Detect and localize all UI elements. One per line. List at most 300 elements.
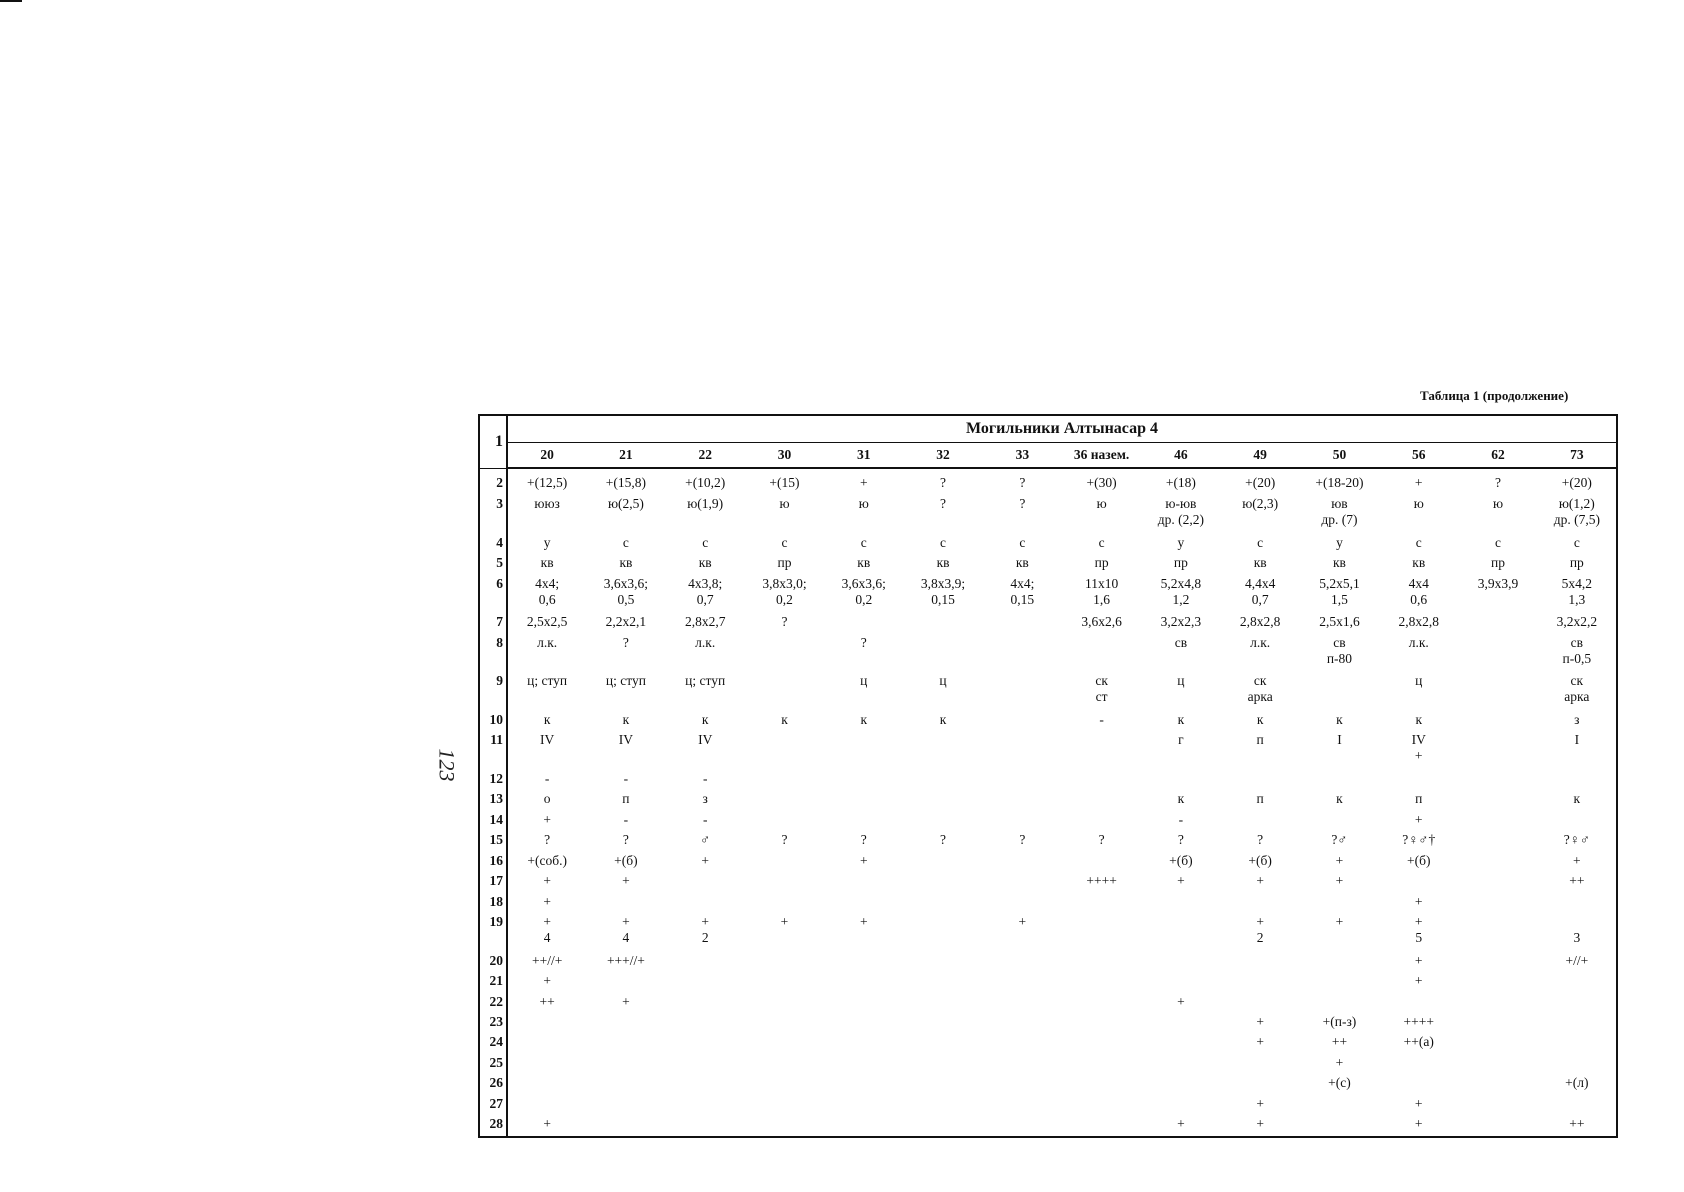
table-cell: кв [936, 555, 950, 571]
table-cell: ? [1019, 475, 1026, 490]
table-cell: пр [1491, 555, 1505, 571]
table-cell: с [781, 534, 788, 550]
table-cell: кв [1332, 555, 1346, 571]
table-cell: пр [777, 555, 792, 571]
table-cell: ? [940, 832, 947, 848]
table-cell: ++ [1569, 873, 1585, 889]
table-cell [903, 913, 982, 952]
table-cell [1458, 634, 1537, 673]
table-cell [507, 1013, 586, 1033]
table-cell: кв [1412, 555, 1426, 571]
table-cell [903, 1013, 982, 1033]
column-header: 36 назем. [1062, 443, 1141, 469]
table-row [479, 672, 1617, 711]
table-cell: св п-80 [1326, 634, 1353, 666]
table-cell: 2,2х2,1 [605, 614, 647, 630]
table-cell [1062, 1095, 1141, 1115]
table-cell [745, 634, 824, 673]
row-number: 28 [479, 1115, 507, 1137]
table-row [479, 634, 1617, 673]
row-number: 6 [479, 575, 507, 614]
table-cell: к [1415, 712, 1423, 727]
table-cell [1300, 1115, 1379, 1137]
table-cell: к [1573, 791, 1581, 807]
table-row [479, 831, 1617, 851]
table-cell [1221, 993, 1300, 1013]
table-cell: ++//+ [531, 952, 563, 968]
table-cell [1458, 770, 1537, 790]
table-cell [824, 1095, 903, 1115]
table-cell [1300, 672, 1379, 711]
row-number: 25 [479, 1054, 507, 1074]
table-cell [1538, 893, 1617, 913]
table-cell: - [544, 771, 550, 787]
table-row [479, 711, 1617, 731]
table-cell: ♂ [700, 832, 711, 848]
column-header: 49 [1221, 443, 1300, 469]
table-cell: ц [1415, 673, 1423, 689]
table-cell: +(л) [1565, 1075, 1589, 1091]
table-cell: с [622, 534, 629, 550]
table-row [479, 575, 1617, 614]
table-cell [745, 770, 824, 790]
table-cell: с [1019, 534, 1026, 550]
table-cell: +(18) [1165, 475, 1196, 490]
table-cell [1062, 1074, 1141, 1094]
table-cell: + [859, 914, 868, 930]
table-cell: ++++ [1403, 1014, 1434, 1030]
table-cell: л.к. [1408, 634, 1429, 650]
table-cell [1300, 1095, 1379, 1115]
table-cell [1379, 1074, 1458, 1094]
table-cell: пр [1094, 555, 1109, 571]
table-cell [1379, 1054, 1458, 1074]
table-row [479, 852, 1617, 872]
table-cell: ю [1413, 496, 1424, 512]
table-cell: с [940, 534, 947, 550]
table-cell [1062, 634, 1141, 673]
table-cell: ? [622, 832, 629, 848]
table-cell [586, 972, 665, 992]
row-number: 23 [479, 1013, 507, 1033]
table-cell: ц [860, 673, 868, 689]
table-cell [903, 811, 982, 831]
table-cell [1221, 811, 1300, 831]
table-cell [1458, 1095, 1537, 1115]
table-cell [1458, 790, 1537, 810]
table-cell [824, 770, 903, 790]
table-cell [1141, 1054, 1220, 1074]
table-cell [1141, 893, 1220, 913]
table-cell: 4х4 0,6 [1408, 575, 1429, 607]
table-row [479, 952, 1617, 972]
table-cell [824, 972, 903, 992]
table-cell [903, 790, 982, 810]
table-cell [507, 1095, 586, 1115]
table-cell: у [1336, 534, 1343, 550]
table-cell: + [1256, 1034, 1264, 1050]
table-cell [666, 972, 745, 992]
table-cell: + [1335, 873, 1344, 889]
table-cell: + [1414, 952, 1423, 968]
table-cell [1458, 613, 1537, 633]
table-cell [903, 1033, 982, 1053]
table-cell [903, 613, 982, 633]
table-cell: з [1574, 712, 1580, 727]
table-cell [1141, 1033, 1220, 1053]
table-cell: - [623, 811, 629, 827]
column-header: 73 [1538, 443, 1617, 469]
row-number: 15 [479, 831, 507, 851]
table-cell: к [860, 712, 868, 727]
table-cell: л.к. [1250, 634, 1271, 650]
table-cell [1141, 913, 1220, 952]
table-cell [745, 972, 824, 992]
table-cell: о [543, 791, 551, 807]
table-cell [903, 1115, 982, 1137]
table-cell: св [1174, 634, 1188, 650]
table-cell [745, 852, 824, 872]
table-cell: ? [860, 832, 867, 848]
table-cell: ю-юв др. (2,2) [1157, 496, 1205, 528]
table-cell: +(18-20) [1315, 475, 1364, 490]
table-cell [1538, 770, 1617, 790]
column-header: 31 [824, 443, 903, 469]
table-cell [983, 613, 1062, 633]
table-cell [1062, 913, 1141, 952]
row-number: 5 [479, 554, 507, 574]
table-cell: ? [781, 614, 788, 630]
row-number: 22 [479, 993, 507, 1013]
table-cell: 4,4х4 0,7 [1244, 575, 1276, 607]
table-cell: 3,8х3,9; 0,15 [920, 575, 966, 607]
table-cell: ? [544, 832, 551, 848]
table-cell [745, 790, 824, 810]
table-cell [1379, 770, 1458, 790]
table-cell: ? [940, 475, 947, 490]
table-cell: +++//+ [606, 952, 645, 968]
table-cell [1062, 790, 1141, 810]
table-cell: пр [1173, 555, 1188, 571]
table-cell: +(соб.) [527, 852, 567, 868]
table-group-title: Могильники Алтынасар 4 [507, 415, 1617, 443]
table-cell: ююз [534, 496, 560, 512]
table-cell [1458, 893, 1537, 913]
table-cell [745, 872, 824, 892]
table-cell: кв [1015, 555, 1029, 571]
table-row [479, 468, 1617, 495]
table-cell: 4х3,8; 0,7 [688, 575, 723, 607]
table-cell [745, 1013, 824, 1033]
table-cell [1300, 952, 1379, 972]
table-row [479, 613, 1617, 633]
table-cell: + [622, 873, 630, 889]
table-cell [1062, 1033, 1141, 1053]
table-cell [903, 952, 982, 972]
table-cell: ц; ступ [527, 673, 568, 689]
table-cell: +(12,5) [527, 475, 568, 490]
table-cell: + [859, 852, 868, 868]
table-cell: + 4 [622, 914, 630, 946]
table-cell: +(20) [1245, 475, 1276, 490]
table-cell: 11х10 1,6 [1084, 575, 1119, 607]
table-cell [666, 872, 745, 892]
table-cell: + [543, 973, 551, 989]
table-cell: 4х4; 0,15 [1010, 575, 1035, 607]
table-cell: + [1414, 1095, 1423, 1111]
table-cell [1458, 1033, 1537, 1053]
table-cell: +(с) [1328, 1075, 1351, 1091]
table-cell [1300, 972, 1379, 992]
table-row [479, 534, 1617, 554]
table-cell: +(п-з) [1322, 1014, 1357, 1030]
table-cell [745, 893, 824, 913]
table-cell: + [1256, 1116, 1264, 1132]
table-cell: ю [1096, 496, 1107, 512]
table-cell: + [1414, 811, 1423, 827]
table-cell: ?♀♂ [1563, 832, 1590, 848]
table-cell [1458, 811, 1537, 831]
table-cell [1062, 770, 1141, 790]
table-cell [1458, 993, 1537, 1013]
table-cell [745, 1033, 824, 1053]
table-cell [1458, 731, 1537, 770]
table-cell: 3,6х3,6; 0,2 [841, 575, 886, 607]
row-number: 10 [479, 711, 507, 731]
table-cell [1458, 831, 1537, 851]
table-cell: +(б) [1169, 852, 1193, 868]
table-cell [983, 1074, 1062, 1094]
column-header: 50 [1300, 443, 1379, 469]
table-cell: +(б) [614, 852, 638, 868]
table-cell: 5х4,2 1,3 [1561, 575, 1593, 607]
table-cell [1221, 952, 1300, 972]
table-cell: ? [1495, 475, 1502, 490]
table-cell: кв [857, 555, 871, 571]
table-cell: ? [940, 496, 947, 512]
table-cell: IV [540, 732, 555, 748]
table-cell: + 2 [1256, 914, 1264, 946]
table-cell [903, 852, 982, 872]
table-cell: кв [540, 555, 554, 571]
row-number: 14 [479, 811, 507, 831]
table-cell [1538, 1095, 1617, 1115]
table-cell: ? [1019, 496, 1026, 512]
table-cell [745, 1095, 824, 1115]
row-number: 11 [479, 731, 507, 770]
table-cell [824, 613, 903, 633]
table-cell: к [1177, 791, 1185, 807]
table-cell [1458, 672, 1537, 711]
table-cell [824, 731, 903, 770]
table-cell [1458, 852, 1537, 872]
table-cell: + [1414, 1116, 1423, 1132]
table-cell [903, 634, 982, 673]
table-cell: ц; ступ [685, 673, 726, 689]
table-cell [824, 1054, 903, 1074]
table-cell: к [1336, 712, 1343, 727]
table-cell: + [859, 475, 868, 490]
table-cell: + [543, 873, 551, 889]
table-cell [745, 811, 824, 831]
corner-mark [0, 0, 22, 2]
table-cell [983, 872, 1062, 892]
table-cell: с [1098, 534, 1105, 550]
table-cell: ск ст [1095, 673, 1108, 705]
table-cell [507, 1033, 586, 1053]
table-cell [1458, 872, 1537, 892]
table-cell: к [622, 712, 630, 727]
table-cell [824, 811, 903, 831]
table-cell: - [1099, 712, 1104, 727]
table-cell: + [1256, 1014, 1264, 1030]
table-cell [1062, 893, 1141, 913]
table-cell [745, 1115, 824, 1137]
table-cell [1458, 1115, 1537, 1137]
row-number: 4 [479, 534, 507, 554]
table-cell [1458, 913, 1537, 952]
table-cell: ю [1492, 496, 1504, 512]
table-cell [983, 790, 1062, 810]
table-cell [666, 993, 745, 1013]
table-row [479, 1074, 1617, 1094]
table-row [479, 495, 1617, 534]
table-cell [1538, 1013, 1617, 1033]
table-cell [666, 893, 745, 913]
table-cell: ц [939, 673, 947, 689]
table-cell [1062, 972, 1141, 992]
table-row [479, 1054, 1617, 1074]
table-cell [983, 711, 1062, 731]
table-cell: +(15,8) [605, 475, 647, 490]
row-number: 9 [479, 672, 507, 711]
row-number: 19 [479, 913, 507, 952]
table-cell [824, 1074, 903, 1094]
table-cell: ?♂ [1331, 832, 1348, 848]
table-cell: ++(а) [1403, 1034, 1434, 1050]
table-cell: + [543, 811, 551, 827]
table-cell [983, 1115, 1062, 1137]
table-row [479, 1095, 1617, 1115]
table-cell: ? [860, 634, 867, 650]
table-cell: + 4 [543, 914, 551, 946]
column-header-row [479, 443, 1617, 469]
table-cell: ск арка [1247, 673, 1273, 705]
table-cell [1458, 952, 1537, 972]
table-cell [983, 672, 1062, 711]
table-cell [1062, 1115, 1141, 1137]
table-cell: ? [1098, 832, 1105, 848]
table-cell: + [1414, 893, 1423, 909]
table-cell [824, 893, 903, 913]
table-cell [1221, 1074, 1300, 1094]
table-cell: с [860, 534, 867, 550]
table-caption: Таблица 1 (продолжение) [1420, 388, 1569, 403]
table-cell: ю(1,2) др. (7,5) [1553, 496, 1600, 528]
table-cell [1141, 972, 1220, 992]
column-header: 46 [1141, 443, 1220, 469]
row-number: 13 [479, 790, 507, 810]
row-number: 1 [479, 415, 507, 468]
table-cell: 3,2х2,2 [1556, 614, 1598, 630]
column-header: 32 [903, 443, 982, 469]
table-cell [903, 872, 982, 892]
table-cell [903, 1095, 982, 1115]
table-cell [983, 634, 1062, 673]
table-cell [1538, 1054, 1617, 1074]
table-cell [983, 770, 1062, 790]
table-cell [824, 952, 903, 972]
table-cell: + [1177, 873, 1185, 889]
table-cell [586, 1054, 665, 1074]
table-cell: ? [622, 634, 629, 650]
table-cell [983, 852, 1062, 872]
table-cell: + [1177, 993, 1185, 1009]
row-number: 3 [479, 495, 507, 534]
table-cell: 2,8х2,8 [1239, 614, 1281, 630]
column-header: 20 [507, 443, 586, 469]
table-cell: 2,8х2,8 [1398, 614, 1439, 630]
table-cell [1141, 1074, 1220, 1094]
page-number: 123 [434, 748, 460, 782]
table-cell: +(б) [1406, 852, 1431, 868]
row-number: 12 [479, 770, 507, 790]
table-cell: ц [1177, 673, 1185, 689]
table-cell: ? [1257, 832, 1264, 848]
table-cell: у [1177, 534, 1185, 550]
row-number: 8 [479, 634, 507, 673]
table-cell: +(10,2) [685, 475, 726, 490]
table-cell: + [1256, 1095, 1264, 1111]
table-cell: 4х4; 0,6 [535, 575, 560, 607]
table-cell: к [701, 712, 709, 727]
table-cell: с [1495, 534, 1502, 550]
table-cell: кв [1253, 555, 1267, 571]
table-cell: ск арка [1564, 673, 1590, 705]
table-cell: 2,5х1,6 [1319, 614, 1360, 630]
table-cell: +(20) [1561, 475, 1592, 490]
table-cell [1221, 770, 1300, 790]
table-cell: I [1574, 732, 1580, 748]
column-header: 33 [983, 443, 1062, 469]
table-cell: ю [779, 496, 790, 512]
table-cell: к [781, 712, 788, 727]
table-cell [1062, 1054, 1141, 1074]
table-cell: 2,5х2,5 [526, 614, 568, 630]
table-cell [745, 952, 824, 972]
table-cell [824, 1013, 903, 1033]
row-number: 20 [479, 952, 507, 972]
table-cell: 3,6х3,6; 0,5 [603, 575, 649, 607]
row-number: 17 [479, 872, 507, 892]
table-cell: + [1414, 475, 1423, 490]
table-cell [903, 770, 982, 790]
table-cell: к [1256, 712, 1264, 727]
table-cell: + [1335, 914, 1344, 930]
table-cell: п [622, 791, 630, 807]
column-header: 62 [1458, 443, 1537, 469]
table-cell: 3,8х3,0; 0,2 [762, 575, 807, 607]
row-number: 18 [479, 893, 507, 913]
table-cell [586, 1074, 665, 1094]
table-cell: + [780, 914, 789, 930]
table-cell: 3,6х2,6 [1081, 614, 1122, 630]
table-cell [586, 1095, 665, 1115]
table-row [479, 1013, 1617, 1033]
table-row [479, 1033, 1617, 1053]
row-number: 27 [479, 1095, 507, 1115]
table-cell: IV [698, 732, 713, 748]
